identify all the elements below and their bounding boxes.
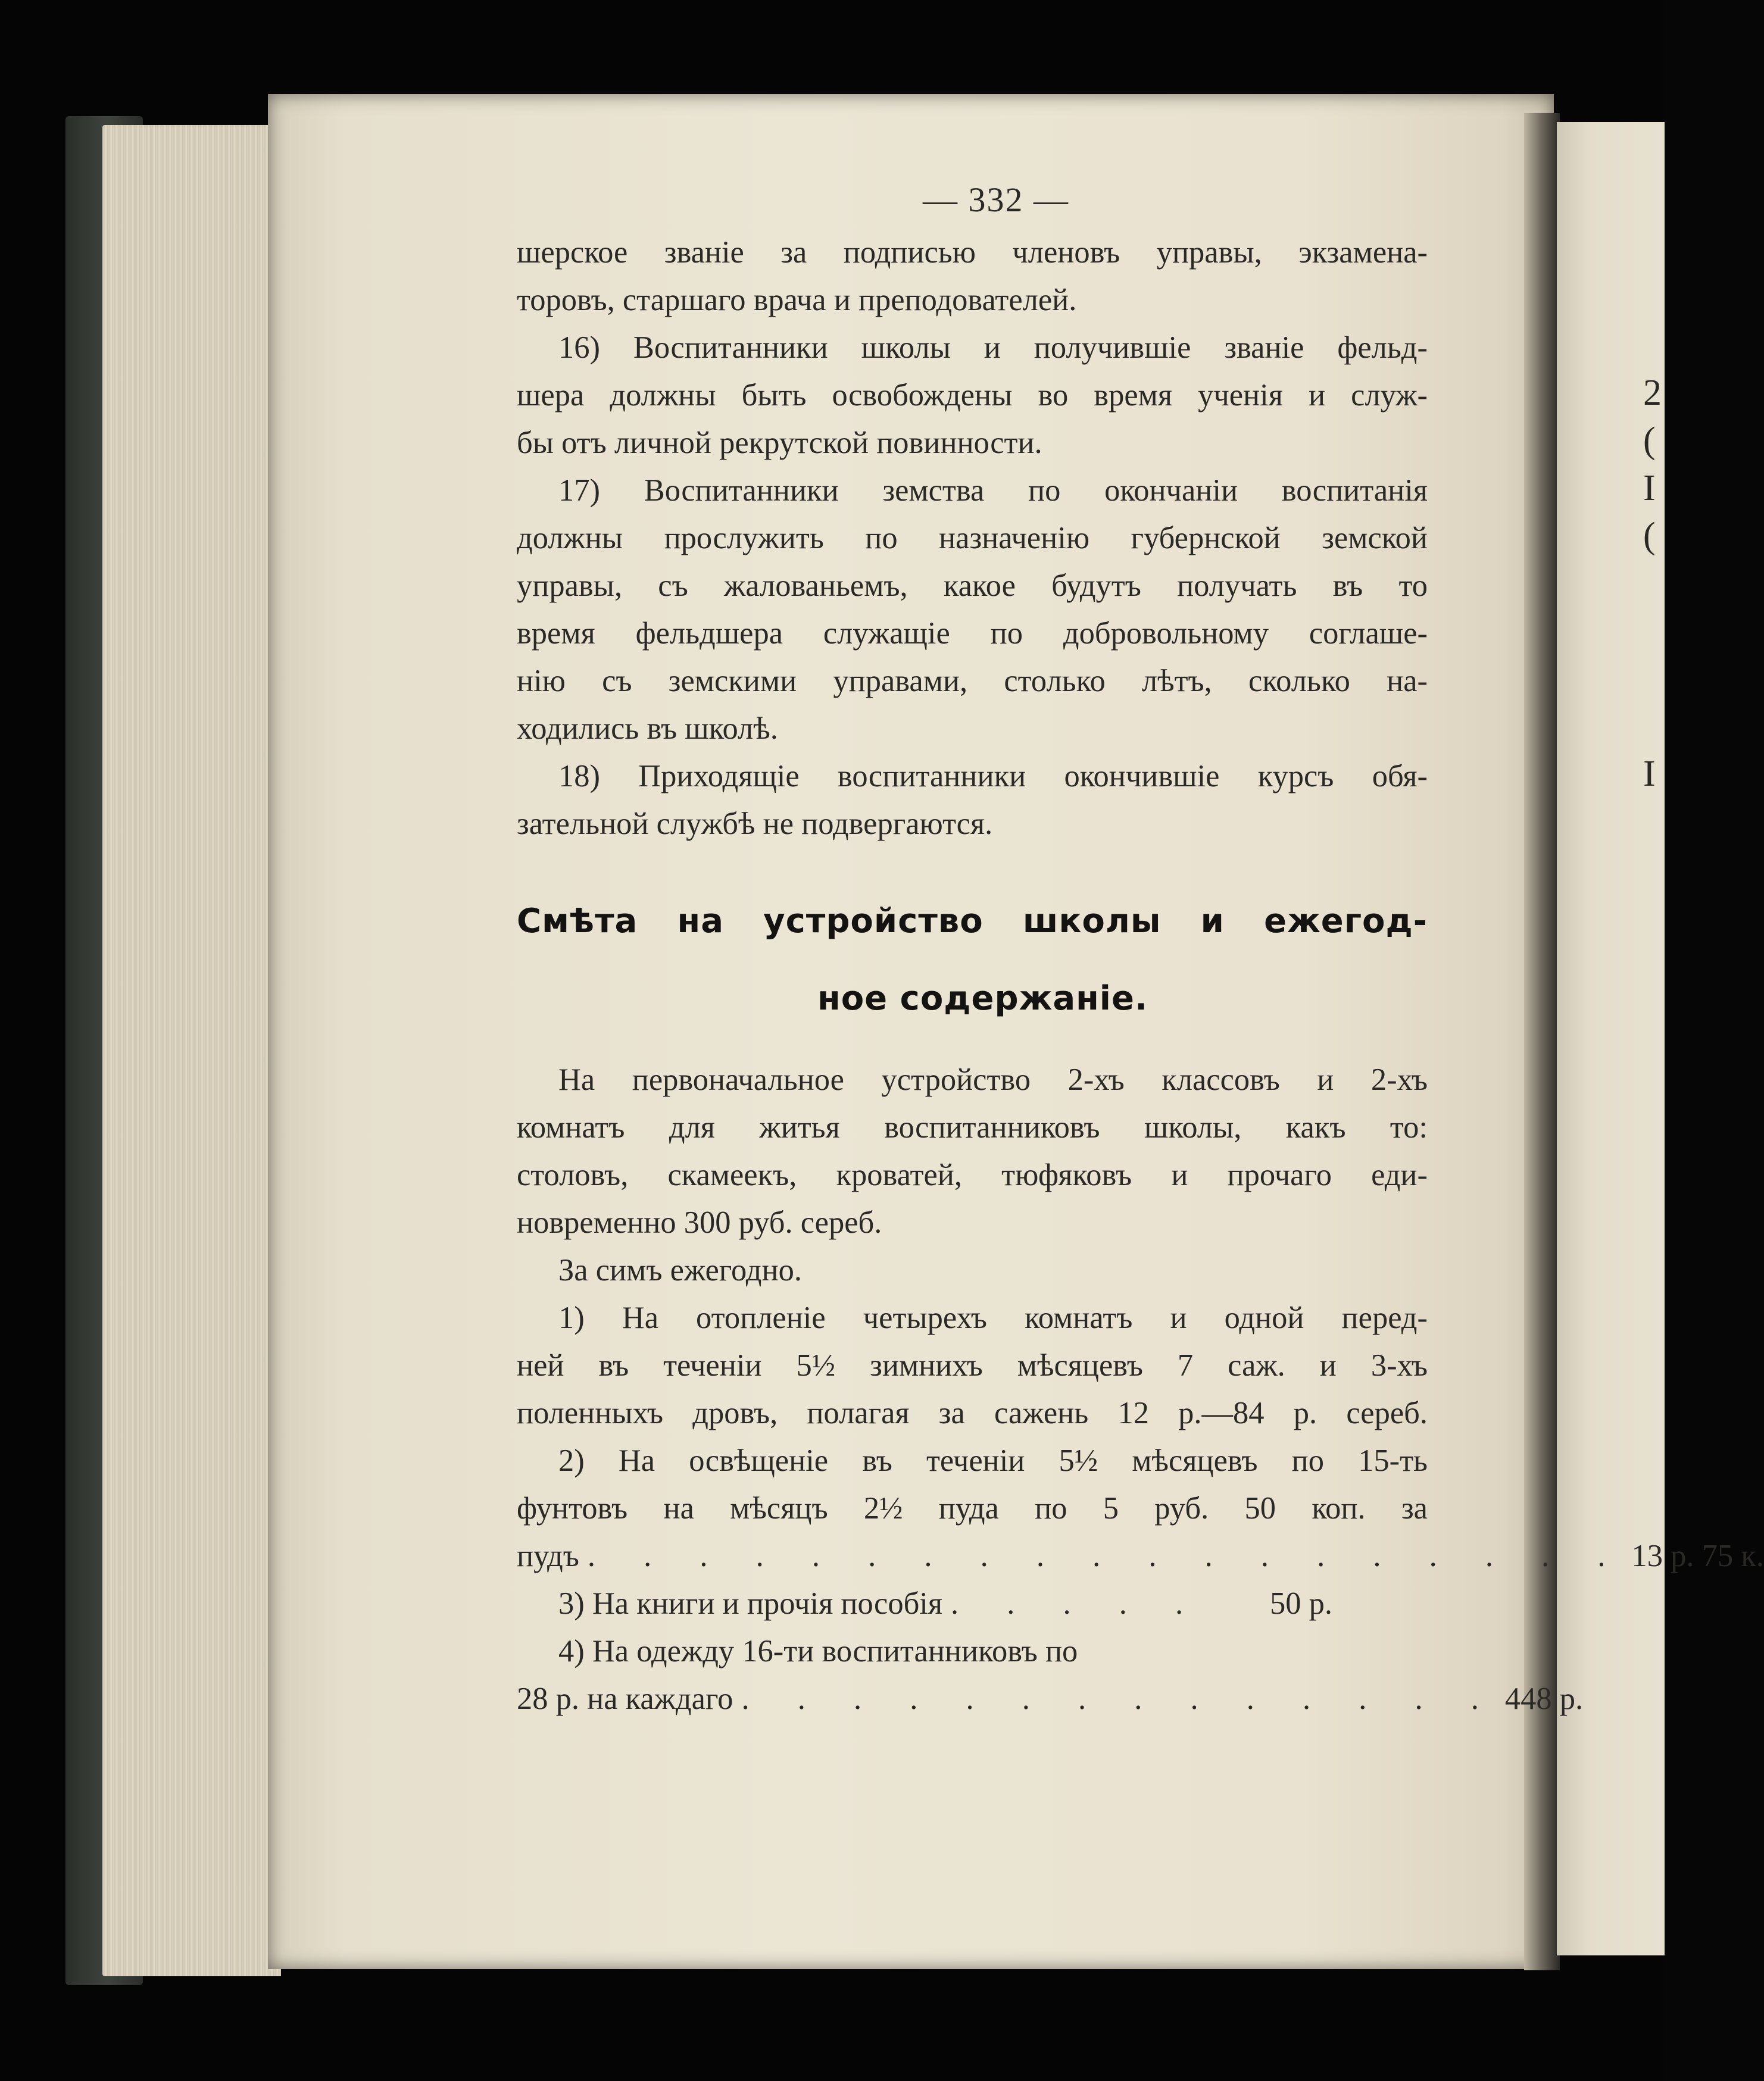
text-line: торовъ, старшаго врача и преподователей. — [517, 283, 1077, 317]
right-page-glyph: I — [1643, 754, 1656, 794]
budget-item-text: пудъ — [517, 1539, 579, 1573]
page-edges-stack — [102, 125, 281, 1976]
budget-leader-line — [517, 1532, 1764, 1580]
text-line: 17) Воспитанники земства по окончаніи воспитанія — [558, 473, 1428, 508]
leader-dots: . . . . . . . . . . . . . . — [741, 1682, 1499, 1716]
text-line: ней въ теченіи 5½ зимнихъ мѣсяцевъ 7 саж. и 3-хъ — [517, 1348, 1428, 1383]
text-line: шера должны быть освобождены во время ученія и служ- — [517, 378, 1428, 413]
text-line: На первоначальное устройство 2-хъ классовъ и 2-хъ — [558, 1063, 1428, 1097]
text-line: бы отъ личной рекрутской повинности. — [517, 426, 1042, 460]
text-line: За симъ ежегодно. — [558, 1253, 802, 1288]
text-line: ходились въ школѣ. — [517, 711, 778, 746]
budget-leader-line — [517, 1580, 1332, 1627]
right-page-glyph: ( — [1643, 515, 1656, 556]
text-line: 16) Воспитанники школы и получившіе званіе фельд- — [558, 330, 1428, 365]
right-page-glyph: I — [1643, 468, 1656, 508]
page-number: — 332 — — [923, 180, 1069, 219]
text-line: комнатъ для житья воспитанниковъ школы, какъ то: — [517, 1110, 1428, 1145]
text-line: 1) На отопленіе четырехъ комнатъ и одной перед- — [558, 1301, 1428, 1335]
text-line: управы, съ жалованьемъ, какое будутъ получать въ то — [517, 568, 1428, 603]
budget-leader-items — [517, 1532, 1764, 1627]
leader-dots: . . . . . — [951, 1586, 1204, 1621]
right-page-glyph — [1643, 702, 1665, 750]
right-page-glyph — [1643, 560, 1665, 607]
section-heading-line-2: ное содержаніе. — [817, 979, 1148, 1018]
paragraphs-before-heading — [517, 229, 1428, 848]
page-text-block — [517, 171, 1764, 1723]
right-page-glyph — [1643, 655, 1665, 702]
budget-item-text: 3) На книги и прочія пособія — [558, 1586, 943, 1621]
right-page-glyphs — [1643, 369, 1665, 798]
text-line: должны прослужить по назначенію губернской земской — [517, 521, 1428, 555]
text-line: нію съ земскими управами, столько лѣтъ, сколько на- — [517, 664, 1428, 698]
text-line: столовъ, скамеекъ, кроватей, тюфяковъ и прочаго еди- — [517, 1158, 1428, 1192]
text-line: новременно 300 руб. сереб. — [517, 1205, 882, 1240]
budget-item-amount: 50 р. — [1270, 1586, 1332, 1621]
budget-item-4-amount: 448 р. — [1504, 1682, 1584, 1716]
text-line: зательной службѣ не подвергаются. — [517, 807, 993, 841]
leader-dots: . . . . . . . . . . . . . . . . . . . — [587, 1539, 1626, 1573]
text-line: 18) Приходящіе воспитанники окончившіе курсъ обя- — [558, 759, 1428, 793]
text-line: шерское званіе за подписью членовъ управы, экзамена- — [517, 235, 1428, 270]
text-line: 2) На освѣщеніе въ теченіи 5½ мѣсяцевъ по 15-ть — [558, 1443, 1428, 1478]
text-line: время фельдшера служащіе по добровольному соглаше- — [517, 616, 1428, 651]
budget-item-amount: 13 р. 75 к. — [1631, 1539, 1764, 1573]
paragraphs-after-heading — [517, 1056, 1428, 1532]
text-line: поленныхъ дровъ, полагая за сажень 12 р.—84 р. сереб. — [517, 1396, 1428, 1430]
right-page-glyph: 2 — [1643, 373, 1662, 413]
spacer — [517, 848, 1428, 880]
right-page-glyph — [1643, 607, 1665, 655]
section-heading-line-1: Смѣта на устройство школы и ежегод- — [517, 902, 1428, 940]
budget-item-4-text: 28 р. на каждаго — [517, 1682, 733, 1716]
budget-item-4-line-1: 4) На одежду 16-ти воспитанниковъ по — [558, 1634, 1078, 1668]
budget-item-4-line-2 — [517, 1675, 1584, 1723]
right-page-glyph: ( — [1643, 420, 1656, 461]
spacer — [517, 1035, 1428, 1056]
text-line: фунтовъ на мѣсяцъ 2½ пуда по 5 руб. 50 коп. за — [517, 1491, 1428, 1526]
